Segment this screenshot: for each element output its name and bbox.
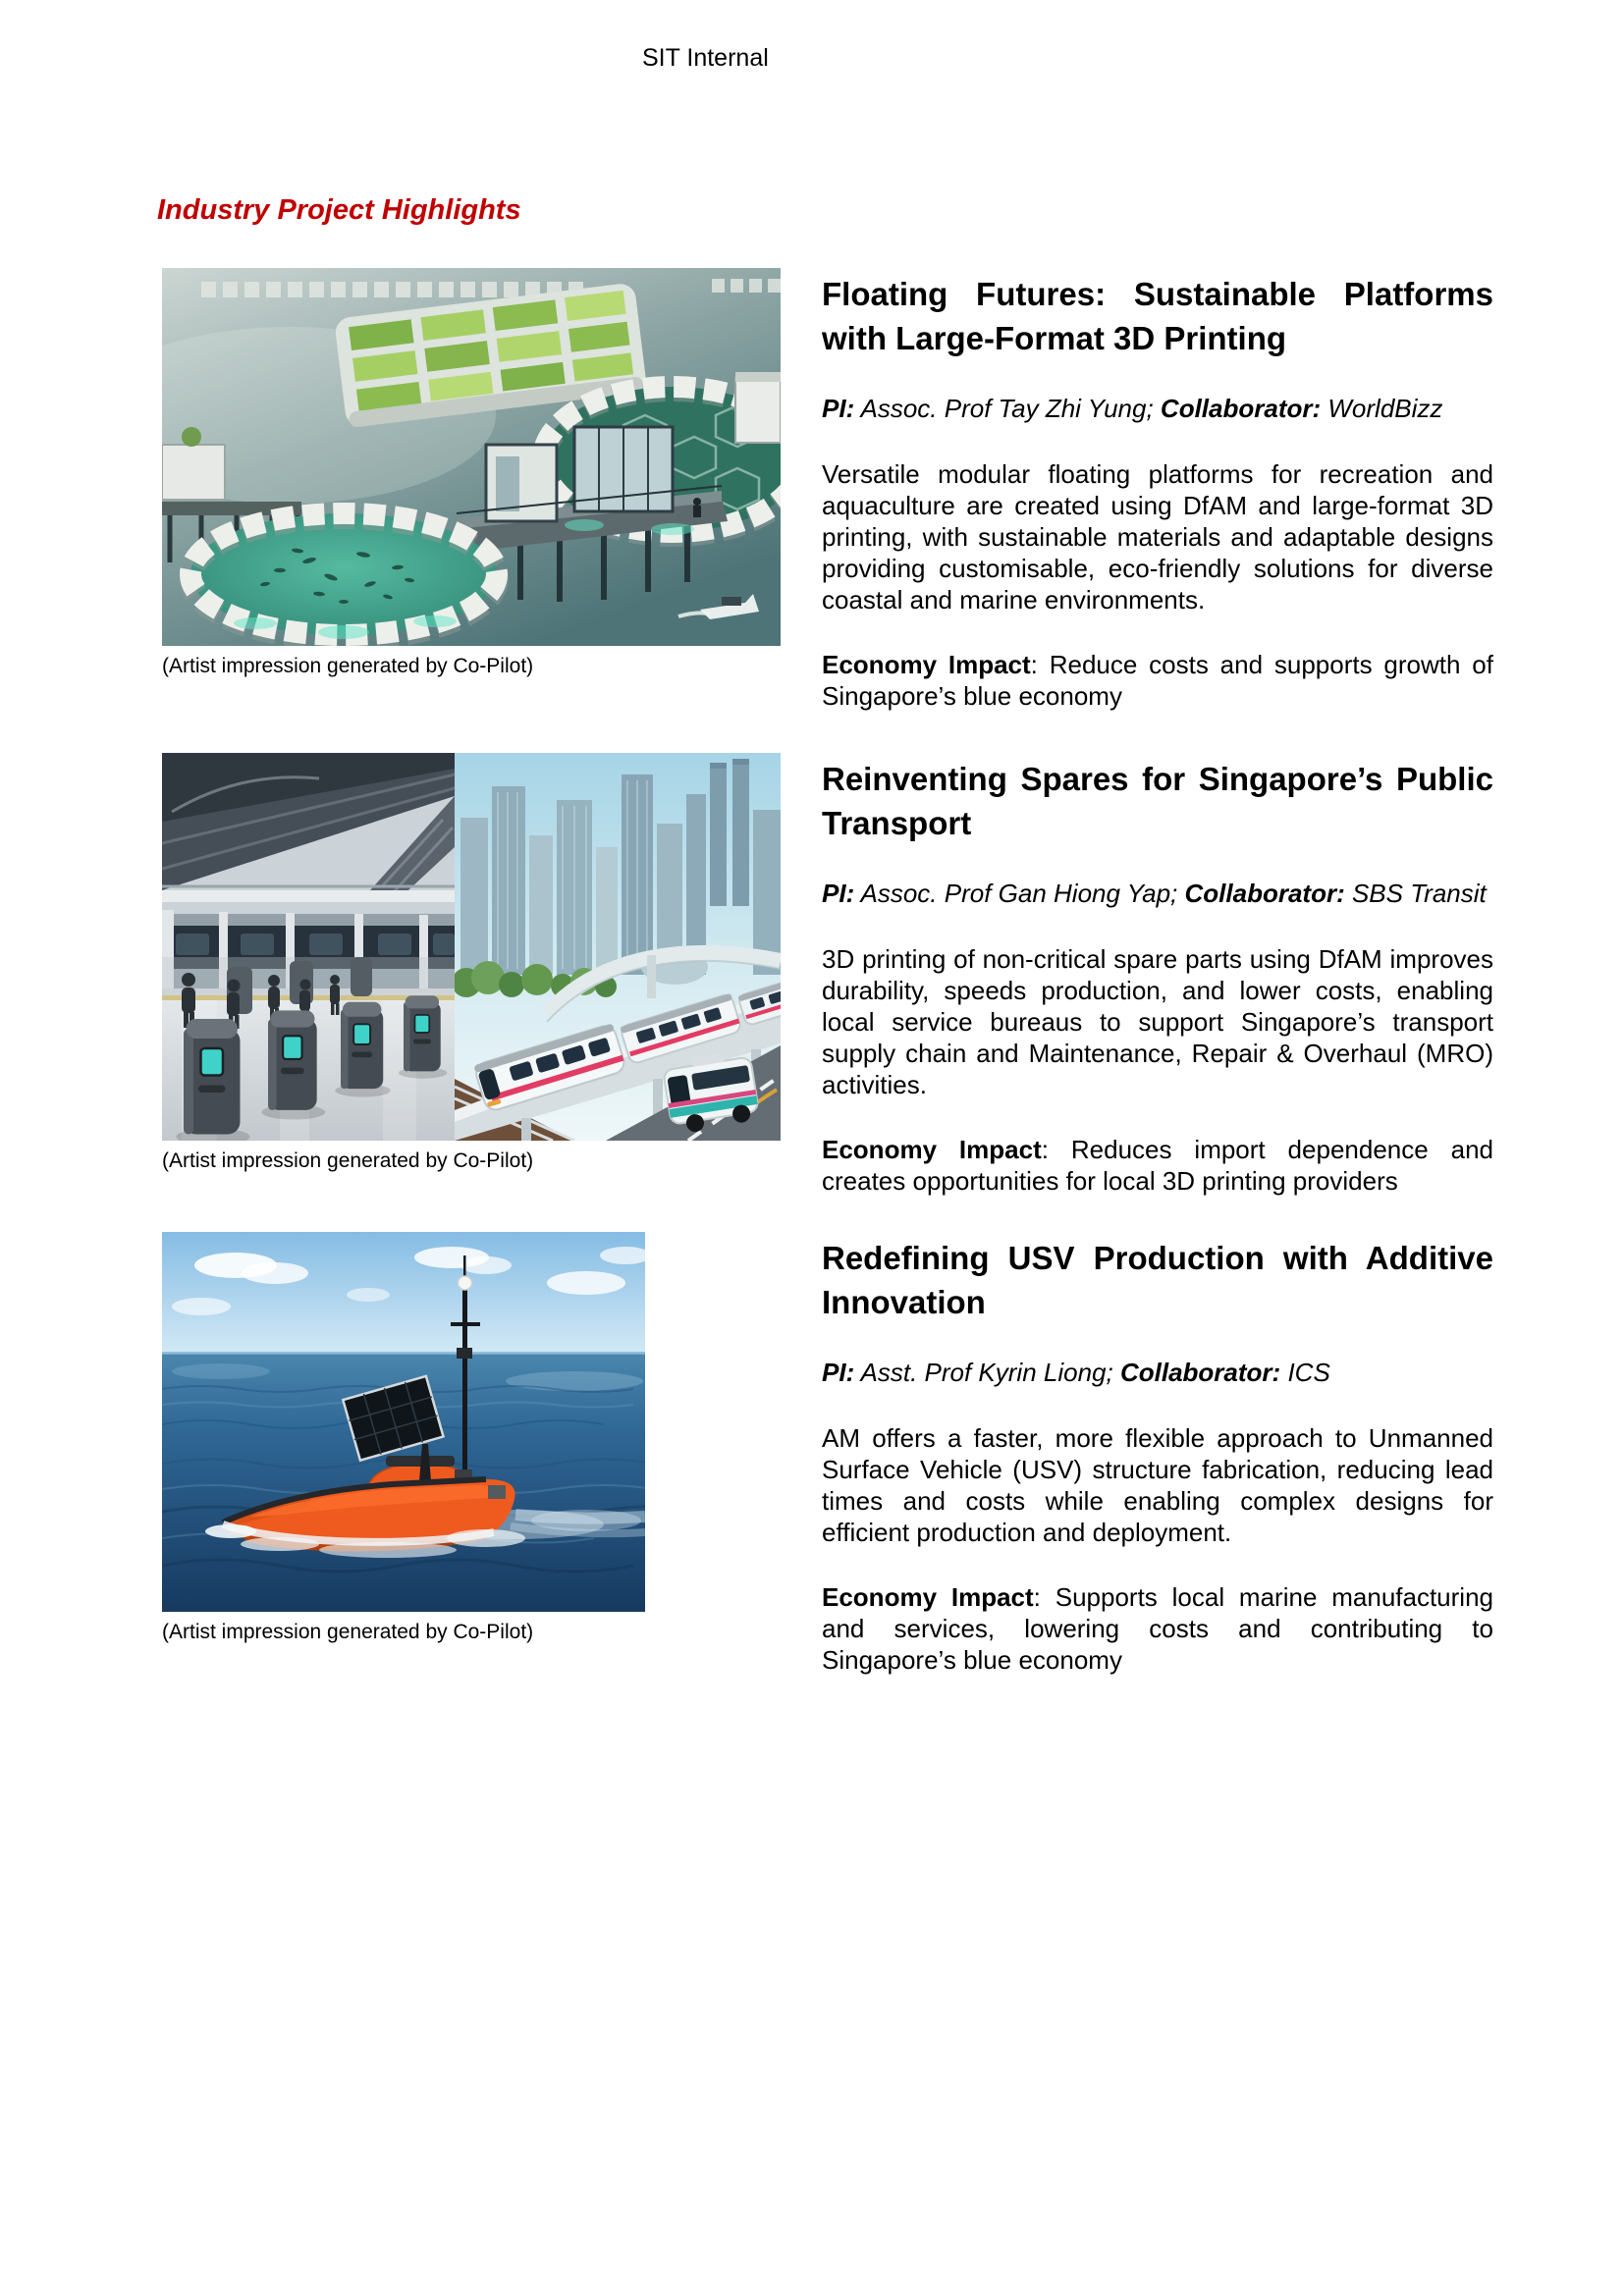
- floating-platforms-image: [162, 268, 781, 646]
- project-text-column: [822, 753, 1493, 1197]
- collaborator-name: WorldBizz: [1327, 394, 1443, 423]
- project-media-column: [162, 268, 781, 712]
- project-title: Floating Futures: Sustainable Platforms with Large-Format 3D Printing: [822, 276, 1493, 356]
- image-caption: (Artist impression generated by Co-Pilot): [162, 655, 534, 677]
- usv-image: [162, 1232, 645, 1612]
- project-impact: [822, 1134, 1493, 1197]
- image-caption: (Artist impression generated by Co-Pilot): [162, 1621, 534, 1643]
- project-title: Reinventing Spares for Singapore’s Public Transport: [822, 761, 1493, 841]
- collaborator-label: Collaborator:: [1184, 879, 1345, 908]
- project-media-column: [162, 1232, 781, 1676]
- pi-name: Assoc. Prof Gan Hiong Yap;: [860, 879, 1178, 908]
- project-description: Versatile modular floating platforms for recreation and aquaculture are created using DfAM and large-format 3D printing, with sustainable materials and adaptable designs providing customisable, eco-friendly solutions for diverse coastal and marine environments.: [822, 459, 1493, 614]
- project-section-floating-futures: [162, 268, 1495, 712]
- classification-header: SIT Internal: [642, 44, 769, 72]
- pi-name: Asst. Prof Kyrin Liong;: [860, 1358, 1113, 1387]
- impact-label: Economy Impact: [822, 1135, 1042, 1164]
- project-section-public-transport: [162, 753, 1495, 1197]
- collaborator-name: ICS: [1287, 1358, 1330, 1387]
- impact-label: Economy Impact: [822, 650, 1031, 679]
- project-impact: [822, 1581, 1493, 1676]
- section-heading: Industry Project Highlights: [157, 194, 521, 226]
- impact-text: : Reduces import dependence and creates opportunities for local 3D printing providers: [822, 1135, 1493, 1196]
- project-text-column: [822, 1232, 1493, 1676]
- project-title: Redefining USV Production with Additive Innovation: [822, 1240, 1493, 1320]
- project-description: AM offers a faster, more flexible approach to Unmanned Surface Vehicle (USV) structure fabrication, reducing lead times and costs while enabling complex designs for efficient production and deployment.: [822, 1423, 1493, 1547]
- project-media-column: [162, 753, 781, 1197]
- project-pi-line: [822, 1358, 1493, 1387]
- project-impact: [822, 649, 1493, 712]
- project-pi-line: [822, 879, 1493, 908]
- public-transport-image: [162, 753, 781, 1141]
- project-section-usv: [162, 1232, 1495, 1676]
- collaborator-label: Collaborator:: [1160, 394, 1322, 423]
- impact-text: : Supports local marine manufacturing and services, lowering costs and contributing to Singapore’s blue economy: [822, 1582, 1493, 1675]
- project-pi-line: [822, 394, 1493, 423]
- collaborator-name: SBS Transit: [1351, 879, 1487, 908]
- image-caption: (Artist impression generated by Co-Pilot): [162, 1149, 534, 1172]
- pi-label: PI:: [822, 1358, 855, 1387]
- impact-text: : Reduce costs and supports growth of Singapore’s blue economy: [822, 650, 1493, 711]
- collaborator-label: Collaborator:: [1119, 1358, 1281, 1387]
- project-description: 3D printing of non-critical spare parts using DfAM improves durability, speeds production, and lower costs, enabling local service bureaus to support Singapore’s transport supply chain and Maintenance, Repair & Overhaul (MRO) activities.: [822, 944, 1493, 1099]
- pi-label: PI:: [822, 394, 855, 423]
- pi-label: PI:: [822, 879, 855, 908]
- impact-label: Economy Impact: [822, 1582, 1034, 1612]
- project-text-column: [822, 268, 1493, 712]
- pi-name: Assoc. Prof Tay Zhi Yung;: [860, 394, 1154, 423]
